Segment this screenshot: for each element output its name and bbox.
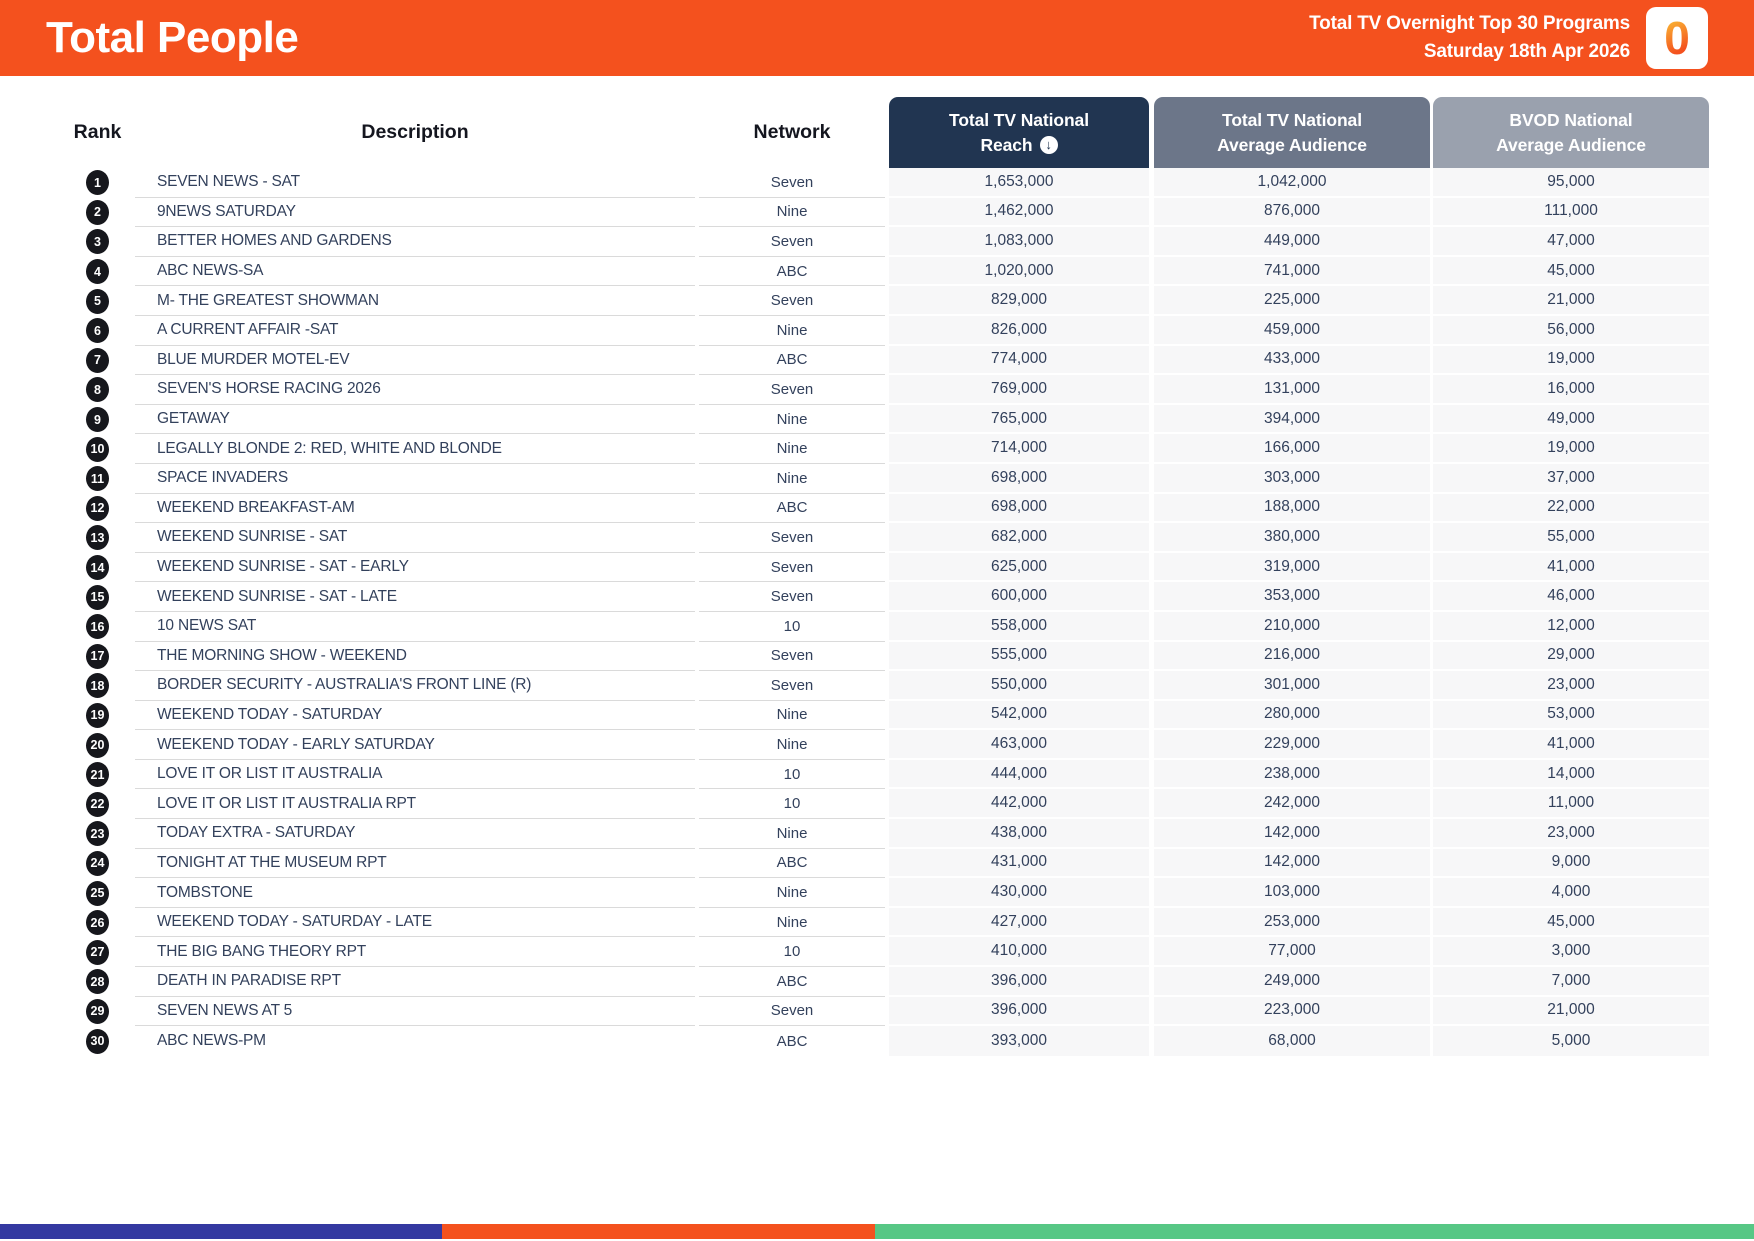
total-tv-reach-value: 714,000 — [889, 434, 1149, 464]
oztam-logo-zero-icon: 0 — [1664, 12, 1690, 64]
rank-cell — [60, 997, 135, 1027]
network-name: 10 — [699, 937, 885, 967]
total-tv-reach-value: 558,000 — [889, 612, 1149, 642]
total-tv-avg-audience-value: 319,000 — [1154, 553, 1430, 583]
rank-badge: 24 — [86, 851, 109, 876]
network-name: Seven — [699, 642, 885, 672]
network-name: Seven — [699, 671, 885, 701]
total-tv-avg-audience-value: 188,000 — [1154, 494, 1430, 524]
rank-cell — [60, 582, 135, 612]
sort-descending-icon[interactable]: ↓ — [1040, 136, 1058, 154]
network-name: Nine — [699, 198, 885, 228]
total-tv-reach-value: 555,000 — [889, 642, 1149, 672]
total-tv-avg-audience-value: 249,000 — [1154, 967, 1430, 997]
bvod-avg-audience-value: 49,000 — [1433, 405, 1709, 435]
total-tv-reach-value: 682,000 — [889, 523, 1149, 553]
program-description: WEEKEND SUNRISE - SAT - LATE — [135, 582, 695, 612]
program-description: THE MORNING SHOW - WEEKEND — [135, 642, 695, 672]
rank-badge: 9 — [86, 407, 109, 432]
rank-cell — [60, 198, 135, 228]
rank-cell — [60, 168, 135, 198]
network-name: ABC — [699, 967, 885, 997]
network-name: Seven — [699, 168, 885, 198]
total-tv-avg-audience-value: 142,000 — [1154, 819, 1430, 849]
network-name: Nine — [699, 878, 885, 908]
network-name: 10 — [699, 760, 885, 790]
total-tv-reach-value: 698,000 — [889, 464, 1149, 494]
rank-badge: 29 — [86, 999, 109, 1024]
rank-cell — [60, 316, 135, 346]
rank-badge: 5 — [86, 289, 109, 314]
column-header-total-tv-reach[interactable] — [889, 97, 1149, 168]
network-name: ABC — [776, 1032, 808, 1050]
table-row — [60, 789, 1709, 819]
total-tv-reach-value: 431,000 — [889, 849, 1149, 879]
table-row — [60, 730, 1709, 760]
column-header-network: Network — [753, 121, 831, 143]
network-name: ABC — [699, 346, 885, 376]
total-tv-avg-audience-value: 223,000 — [1154, 997, 1430, 1027]
bvod-avg-audience-value: 19,000 — [1433, 434, 1709, 464]
bvod-header-line1: BVOD National — [1509, 110, 1633, 130]
table-row — [60, 908, 1709, 938]
total-tv-avg-audience-value: 353,000 — [1154, 582, 1430, 612]
total-tv-reach-value: 769,000 — [889, 375, 1149, 405]
rank-cell — [60, 789, 135, 819]
program-description: ABC NEWS-SA — [135, 257, 695, 287]
bvod-avg-audience-value: 37,000 — [1433, 464, 1709, 494]
bvod-avg-audience-value: 21,000 — [1433, 286, 1709, 316]
program-description: GETAWAY — [135, 405, 695, 435]
bvod-avg-audience-value: 56,000 — [1433, 316, 1709, 346]
table-row — [60, 997, 1709, 1027]
network-name: ABC — [699, 257, 885, 287]
table-row — [60, 701, 1709, 731]
bvod-avg-audience-value: 29,000 — [1433, 642, 1709, 672]
rank-cell — [60, 612, 135, 642]
program-description: BORDER SECURITY - AUSTRALIA'S FRONT LINE (R) — [135, 671, 695, 701]
bvod-avg-audience-value: 4,000 — [1433, 878, 1709, 908]
table-row — [60, 819, 1709, 849]
total-tv-reach-value: 600,000 — [889, 582, 1149, 612]
bvod-avg-audience-value: 12,000 — [1433, 612, 1709, 642]
column-header-rank: Rank — [73, 121, 122, 143]
network-name: Nine — [699, 908, 885, 938]
total-tv-reach-value: 444,000 — [889, 760, 1149, 790]
rank-cell — [60, 553, 135, 583]
program-description: WEEKEND SUNRISE - SAT — [135, 523, 695, 553]
program-description: DEATH IN PARADISE RPT — [135, 967, 695, 997]
bvod-avg-audience-value: 95,000 — [1433, 168, 1709, 198]
total-tv-reach-value: 410,000 — [889, 937, 1149, 967]
total-tv-avg-audience-value: 166,000 — [1154, 434, 1430, 464]
rank-cell — [60, 434, 135, 464]
total-tv-avg-audience-value: 238,000 — [1154, 760, 1430, 790]
network-name: Seven — [699, 375, 885, 405]
rank-cell — [60, 405, 135, 435]
table-row — [60, 523, 1709, 553]
total-tv-reach-value: 774,000 — [889, 346, 1149, 376]
bvod-avg-audience-value: 7,000 — [1433, 967, 1709, 997]
rank-cell — [60, 701, 135, 731]
rank-badge: 30 — [86, 1029, 109, 1054]
table-row — [60, 612, 1709, 642]
total-tv-avg-audience-value: 229,000 — [1154, 730, 1430, 760]
bvod-avg-audience-value: 23,000 — [1433, 671, 1709, 701]
rank-badge: 13 — [86, 525, 109, 550]
total-tv-reach-value: 442,000 — [889, 789, 1149, 819]
program-description: BLUE MURDER MOTEL-EV — [135, 346, 695, 376]
program-description: TODAY EXTRA - SATURDAY — [135, 819, 695, 849]
bvod-avg-audience-value: 45,000 — [1433, 257, 1709, 287]
footer-color-bar — [0, 1224, 1754, 1239]
oztam-logo — [1646, 7, 1708, 69]
rank-cell — [60, 642, 135, 672]
rank-cell — [60, 1026, 135, 1056]
total-tv-avg-audience-value: 741,000 — [1154, 257, 1430, 287]
network-name: Seven — [699, 582, 885, 612]
rank-badge: 10 — [86, 437, 109, 462]
program-description: TONIGHT AT THE MUSEUM RPT — [135, 849, 695, 879]
total-tv-reach-value: 438,000 — [889, 819, 1149, 849]
bvod-header-line2: Average Audience — [1496, 134, 1646, 155]
bvod-avg-audience-value: 41,000 — [1433, 553, 1709, 583]
total-tv-reach-value: 1,462,000 — [889, 198, 1149, 228]
reach-header-line1: Total TV National — [949, 110, 1089, 130]
rank-badge: 22 — [86, 792, 109, 817]
program-description: SEVEN'S HORSE RACING 2026 — [135, 375, 695, 405]
network-name: Nine — [699, 701, 885, 731]
table-row — [60, 316, 1709, 346]
bvod-avg-audience-value: 23,000 — [1433, 819, 1709, 849]
table-body — [60, 168, 1709, 1056]
network-name: ABC — [699, 849, 885, 879]
rank-badge: 18 — [86, 673, 109, 698]
report-name: Total TV Overnight Top 30 Programs — [1309, 13, 1630, 35]
network-name: Nine — [699, 819, 885, 849]
total-tv-avg-audience-value: 216,000 — [1154, 642, 1430, 672]
rank-badge: 17 — [86, 644, 109, 669]
total-tv-avg-audience-value: 1,042,000 — [1154, 168, 1430, 198]
network-name: Nine — [699, 730, 885, 760]
table-row — [60, 257, 1709, 287]
table-row — [60, 494, 1709, 524]
table-row — [60, 405, 1709, 435]
program-description: WEEKEND TODAY - SATURDAY — [135, 701, 695, 731]
rank-badge: 23 — [86, 821, 109, 846]
column-header-description: Description — [361, 121, 469, 143]
bvod-avg-audience-value: 3,000 — [1433, 937, 1709, 967]
footer-bar-blue-segment — [0, 1224, 442, 1239]
table-row — [60, 937, 1709, 967]
footer-bar-orange-segment — [442, 1224, 875, 1239]
network-name: Seven — [699, 227, 885, 257]
rank-badge: 3 — [86, 229, 109, 254]
table-row — [60, 168, 1709, 198]
network-name: 10 — [699, 612, 885, 642]
total-tv-reach-value: 463,000 — [889, 730, 1149, 760]
rank-cell — [60, 375, 135, 405]
total-tv-avg-audience-value: 433,000 — [1154, 346, 1430, 376]
table-row — [60, 553, 1709, 583]
rank-badge: 7 — [86, 348, 109, 373]
bvod-avg-audience-value: 45,000 — [1433, 908, 1709, 938]
rank-badge: 11 — [86, 466, 109, 491]
program-description: WEEKEND TODAY - EARLY SATURDAY — [135, 730, 695, 760]
bvod-avg-audience-value: 14,000 — [1433, 760, 1709, 790]
table-row — [60, 760, 1709, 790]
network-name: Nine — [699, 464, 885, 494]
program-description: WEEKEND SUNRISE - SAT - EARLY — [135, 553, 695, 583]
rank-cell — [60, 671, 135, 701]
program-description: M- THE GREATEST SHOWMAN — [135, 286, 695, 316]
total-tv-avg-audience-value: 210,000 — [1154, 612, 1430, 642]
total-tv-avg-audience-value: 380,000 — [1154, 523, 1430, 553]
report-subtitle — [1309, 10, 1630, 65]
total-tv-reach-value: 1,653,000 — [889, 168, 1149, 198]
bvod-avg-audience-value: 41,000 — [1433, 730, 1709, 760]
column-header-total-tv-avg-audience[interactable] — [1154, 97, 1430, 168]
total-tv-avg-audience-value: 68,000 — [1154, 1026, 1430, 1056]
banner-right — [1309, 7, 1708, 69]
table-row — [60, 671, 1709, 701]
total-tv-reach-value: 625,000 — [889, 553, 1149, 583]
total-tv-reach-value: 396,000 — [889, 997, 1149, 1027]
table-row — [60, 375, 1709, 405]
program-description: LOVE IT OR LIST IT AUSTRALIA — [135, 760, 695, 790]
table-row — [60, 967, 1709, 997]
rank-cell — [60, 849, 135, 879]
rank-cell — [60, 523, 135, 553]
report-date: Saturday 18th Apr 2026 — [1423, 41, 1630, 62]
total-tv-avg-audience-value: 394,000 — [1154, 405, 1430, 435]
table-header-row — [60, 97, 1709, 168]
rank-badge: 19 — [86, 703, 109, 728]
rank-cell — [60, 730, 135, 760]
network-name: Seven — [699, 553, 885, 583]
program-description: 9NEWS SATURDAY — [135, 198, 695, 228]
table-row — [60, 464, 1709, 494]
rank-cell — [60, 878, 135, 908]
total-tv-avg-audience-value: 280,000 — [1154, 701, 1430, 731]
table-row — [60, 346, 1709, 376]
bvod-avg-audience-value: 111,000 — [1433, 198, 1709, 228]
total-tv-avg-audience-value: 142,000 — [1154, 849, 1430, 879]
column-header-bvod-avg-audience[interactable] — [1433, 97, 1709, 168]
network-name: Seven — [699, 997, 885, 1027]
avg-header-line1: Total TV National — [1222, 110, 1362, 130]
program-description: SEVEN NEWS AT 5 — [135, 997, 695, 1027]
rank-badge: 15 — [86, 585, 109, 610]
program-description: LEGALLY BLONDE 2: RED, WHITE AND BLONDE — [135, 434, 695, 464]
rank-cell — [60, 464, 135, 494]
total-tv-reach-value: 393,000 — [889, 1026, 1149, 1056]
rank-badge: 25 — [86, 881, 109, 906]
bvod-avg-audience-value: 9,000 — [1433, 849, 1709, 879]
rank-cell — [60, 286, 135, 316]
top-banner — [0, 0, 1754, 76]
rank-badge: 21 — [86, 762, 109, 787]
bvod-avg-audience-value: 53,000 — [1433, 701, 1709, 731]
table-row — [60, 1026, 1709, 1056]
network-name: Nine — [699, 316, 885, 346]
table-row — [60, 198, 1709, 228]
top30-table — [60, 97, 1709, 1056]
page-title: Total People — [46, 13, 299, 62]
total-tv-reach-value: 1,083,000 — [889, 227, 1149, 257]
bvod-avg-audience-value: 46,000 — [1433, 582, 1709, 612]
rank-cell — [60, 760, 135, 790]
rank-cell — [60, 908, 135, 938]
network-name: Nine — [699, 405, 885, 435]
bvod-avg-audience-value: 55,000 — [1433, 523, 1709, 553]
rank-badge: 27 — [86, 940, 109, 965]
rank-badge: 2 — [86, 200, 109, 225]
program-description: LOVE IT OR LIST IT AUSTRALIA RPT — [135, 789, 695, 819]
program-description: SEVEN NEWS - SAT — [135, 168, 695, 198]
total-tv-avg-audience-value: 225,000 — [1154, 286, 1430, 316]
avg-header-line2: Average Audience — [1217, 134, 1367, 155]
total-tv-reach-value: 829,000 — [889, 286, 1149, 316]
rank-badge: 8 — [86, 377, 109, 402]
rank-badge: 12 — [86, 496, 109, 521]
rank-cell — [60, 819, 135, 849]
rank-badge: 26 — [86, 910, 109, 935]
rank-badge: 16 — [86, 614, 109, 639]
total-tv-avg-audience-value: 459,000 — [1154, 316, 1430, 346]
total-tv-reach-value: 430,000 — [889, 878, 1149, 908]
total-tv-avg-audience-value: 253,000 — [1154, 908, 1430, 938]
program-description: BETTER HOMES AND GARDENS — [135, 227, 695, 257]
total-tv-reach-value: 550,000 — [889, 671, 1149, 701]
bvod-avg-audience-value: 16,000 — [1433, 375, 1709, 405]
program-description: TOMBSTONE — [135, 878, 695, 908]
program-description: SPACE INVADERS — [135, 464, 695, 494]
total-tv-avg-audience-value: 103,000 — [1154, 878, 1430, 908]
rank-cell — [60, 967, 135, 997]
total-tv-avg-audience-value: 449,000 — [1154, 227, 1430, 257]
program-description: WEEKEND BREAKFAST-AM — [135, 494, 695, 524]
total-tv-avg-audience-value: 131,000 — [1154, 375, 1430, 405]
network-name: Seven — [699, 286, 885, 316]
program-description: 10 NEWS SAT — [135, 612, 695, 642]
total-tv-reach-value: 396,000 — [889, 967, 1149, 997]
total-tv-avg-audience-value: 303,000 — [1154, 464, 1430, 494]
rank-badge: 28 — [86, 969, 109, 994]
table-row — [60, 878, 1709, 908]
program-description: THE BIG BANG THEORY RPT — [135, 937, 695, 967]
rank-badge: 20 — [86, 733, 109, 758]
program-description: WEEKEND TODAY - SATURDAY - LATE — [135, 908, 695, 938]
rank-badge: 6 — [86, 318, 109, 343]
network-name: ABC — [699, 494, 885, 524]
rank-cell — [60, 227, 135, 257]
total-tv-avg-audience-value: 242,000 — [1154, 789, 1430, 819]
total-tv-avg-audience-value: 876,000 — [1154, 198, 1430, 228]
rank-badge: 14 — [86, 555, 109, 580]
total-tv-avg-audience-value: 77,000 — [1154, 937, 1430, 967]
rank-badge: 4 — [86, 259, 109, 284]
rank-cell — [60, 494, 135, 524]
bvod-avg-audience-value: 5,000 — [1433, 1026, 1709, 1056]
rank-badge: 1 — [86, 170, 109, 195]
total-tv-reach-value: 1,020,000 — [889, 257, 1149, 287]
rank-cell — [60, 257, 135, 287]
rank-cell — [60, 346, 135, 376]
network-name: Nine — [699, 434, 885, 464]
footer-bar-green-segment — [875, 1224, 1754, 1239]
total-tv-reach-value: 542,000 — [889, 701, 1149, 731]
program-description: A CURRENT AFFAIR -SAT — [135, 316, 695, 346]
table-row — [60, 286, 1709, 316]
total-tv-reach-value: 765,000 — [889, 405, 1149, 435]
table-row — [60, 849, 1709, 879]
total-tv-reach-value: 427,000 — [889, 908, 1149, 938]
table-row — [60, 227, 1709, 257]
bvod-avg-audience-value: 19,000 — [1433, 346, 1709, 376]
table-row — [60, 582, 1709, 612]
bvod-avg-audience-value: 11,000 — [1433, 789, 1709, 819]
total-tv-reach-value: 698,000 — [889, 494, 1149, 524]
total-tv-reach-value: 826,000 — [889, 316, 1149, 346]
rank-cell — [60, 937, 135, 967]
reach-header-line2: Reach — [980, 134, 1033, 155]
network-name: 10 — [699, 789, 885, 819]
table-row — [60, 642, 1709, 672]
table-row — [60, 434, 1709, 464]
bvod-avg-audience-value: 22,000 — [1433, 494, 1709, 524]
total-tv-avg-audience-value: 301,000 — [1154, 671, 1430, 701]
network-name: Seven — [699, 523, 885, 553]
bvod-avg-audience-value: 47,000 — [1433, 227, 1709, 257]
bvod-avg-audience-value: 21,000 — [1433, 997, 1709, 1027]
program-description: ABC NEWS-PM — [157, 1032, 266, 1050]
